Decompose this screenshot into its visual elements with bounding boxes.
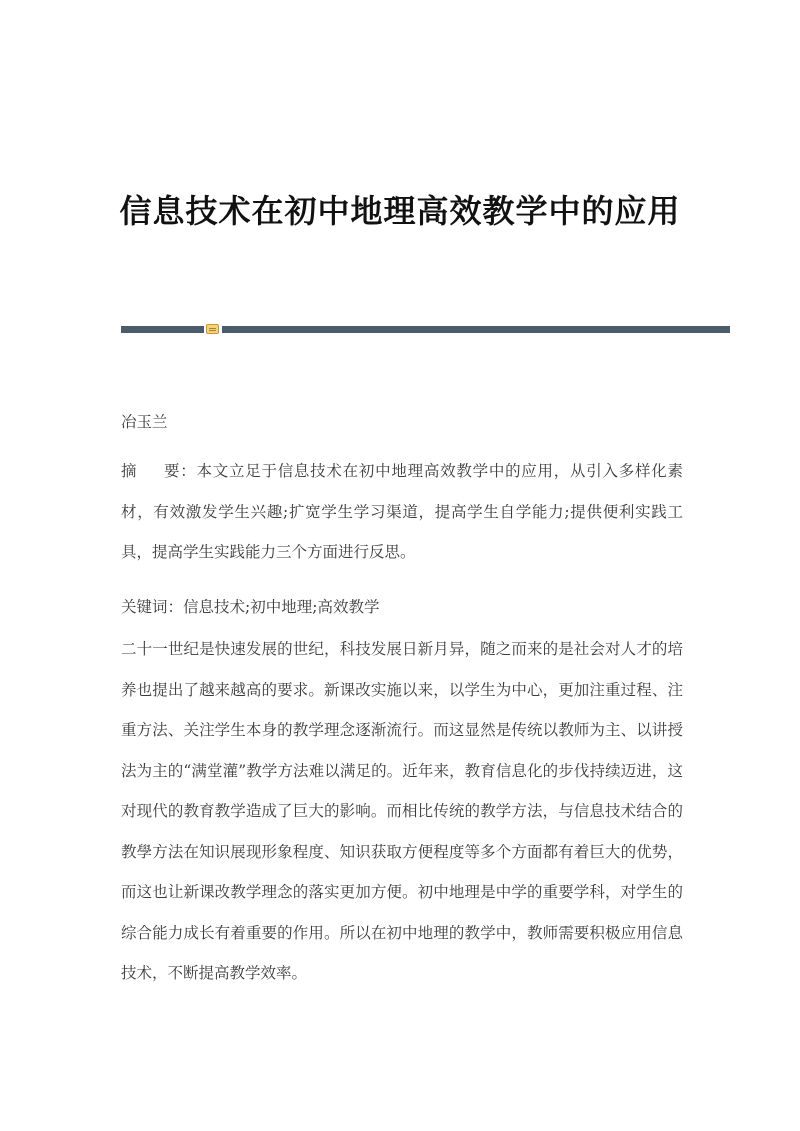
body-paragraph: 二十一世纪是快速发展的世纪，科技发展日新月异，随之而来的是社会对人才的培养也提出了越来越高的要求。新课改实施以来，以学生为中心，更加注重过程、注重方法、关注学生本身的教学理念逐渐流行。而这显然是传统以教师为主、以讲授法为主的“满堂灌”教学方法难以满足的。近年来，教育信息化的步伐持续迈进，这对现代的教育教学造成了巨大的影响。而相比传统的教学方法，与信息技术结合的教學方法在知识展现形象程度、知识获取方便程度等多个方面都有着巨大的优势，而这也让新课改教学理念的落实更加方便。初中地理是中学的重要学科，对学生的综合能力成长有着重要的作用。所以在初中地理的教学中，教师需要积极应用信息技术，不断提高教学效率。 [121,640,683,982]
abstract-label-second: 要： [163,462,197,480]
keywords-line [121,587,683,628]
abstract-label-first: 摘 [121,462,138,480]
keywords-text: 信息技术;初中地理;高效教学 [183,598,380,616]
document-emblem-icon [206,324,219,334]
author-name: 冶玉兰 [121,413,168,431]
keywords-label: 关键词： [121,598,184,616]
document-title: 信息技术在初中地理高效教学中的应用 [119,192,681,230]
abstract-paragraph [121,451,683,573]
abstract-text: 本文立足于信息技术在初中地理高效教学中的应用，从引入多样化素材，有效激发学生兴趣;扩宽学生学习渠道，提高学生自学能力;提供便利实践工具，提高学生实践能力三个方面进行反思。 [121,462,683,561]
divider-bar-left [121,326,204,333]
title-divider [121,326,730,333]
divider-bar-right [222,326,730,333]
